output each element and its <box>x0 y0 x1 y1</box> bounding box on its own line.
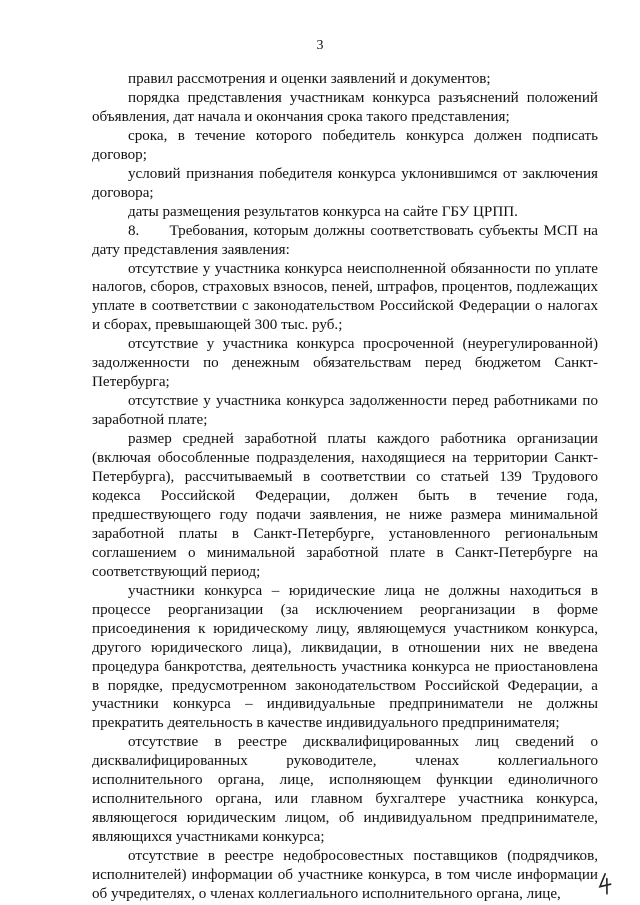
paragraph: срока, в течение которого победитель конкурса должен подписать договор; <box>92 127 598 163</box>
section-heading-paragraph: 8. Требования, которым должны соответствовать субъекты МСП на дату представления заявления: <box>92 222 598 258</box>
page-number: 3 <box>316 38 324 53</box>
handwritten-mark-icon <box>594 872 615 896</box>
paragraph: порядка представления участникам конкурса разъяснений положений объявления, дат начала и окончания срока такого представления; <box>92 89 598 125</box>
paragraph: условий признания победителя конкурса уклонившимся от заключения договора; <box>92 165 598 201</box>
paragraph: отсутствие в реестре дисквалифицированных лиц сведений о дисквалифицированных руководителе, членах коллегиального исполнительного органа, лице, исполняющем функции единоличного исполнительного органа, или главном бухгалтере участника конкурса, являющегося юридическим лицом, об индивидуальном предпринимателе, являющихся участниками конкурса; <box>92 734 598 846</box>
paragraph: отсутствие у участника конкурса просроченной (неурегулированной) задолженности по денежным обязательствам перед бюджетом Санкт-Петербурга; <box>92 336 598 391</box>
paragraph: отсутствие у участника конкурса неисполненной обязанности по уплате налогов, сборов, страховых взносов, пеней, штрафов, процентов, подлежащих уплате в соответствии с законодательством Российской Федерации о налогах и сборах, превышающей 300 тыс. руб.; <box>92 260 598 334</box>
paragraph: участники конкурса – юридические лица не должны находиться в процессе реорганизации (за исключением реорганизации в форме присоединения к юридическому лицу, являющемуся участником конкурса, другого юридического лица), ликвидации, в отношении них не введена процедура банкротства, деятельность участника конкурса не приостановлена в порядке, предусмотренном законодательством Российской Федерации, а участники конкурса – индивидуальные предприниматели не должны прекратить деятельность в качестве индивидуального предпринимателя; <box>92 582 598 732</box>
document-body <box>92 70 598 904</box>
handwritten-mark <box>594 872 616 902</box>
paragraph: отсутствие в реестре недобросовестных поставщиков (подрядчиков, исполнителей) информации об участнике конкурса, в том числе информации об учредителях, о членах коллегиального исполнительного органа, лице, <box>92 848 598 902</box>
paragraph: отсутствие у участника конкурса задолженности перед работниками по заработной плате; <box>92 393 598 429</box>
paragraph: размер средней заработной платы каждого работника организации (включая обособленные подразделения, находящиеся на территории Санкт-Петербурга), рассчитываемый в соответствии со статьей 139 Трудового кодекса Российской Федерации, должен быть в течение года, предшествующего году подачи заявления, не ниже размера минимальной заработной платы в Санкт-Петербурге, установленного региональным соглашением о минимальной заработной плате в Санкт-Петербурге на соответствующий период; <box>92 431 598 580</box>
paragraph: правил рассмотрения и оценки заявлений и документов; <box>128 71 491 87</box>
paragraph: даты размещения результатов конкурса на сайте ГБУ ЦРПП. <box>128 203 518 220</box>
